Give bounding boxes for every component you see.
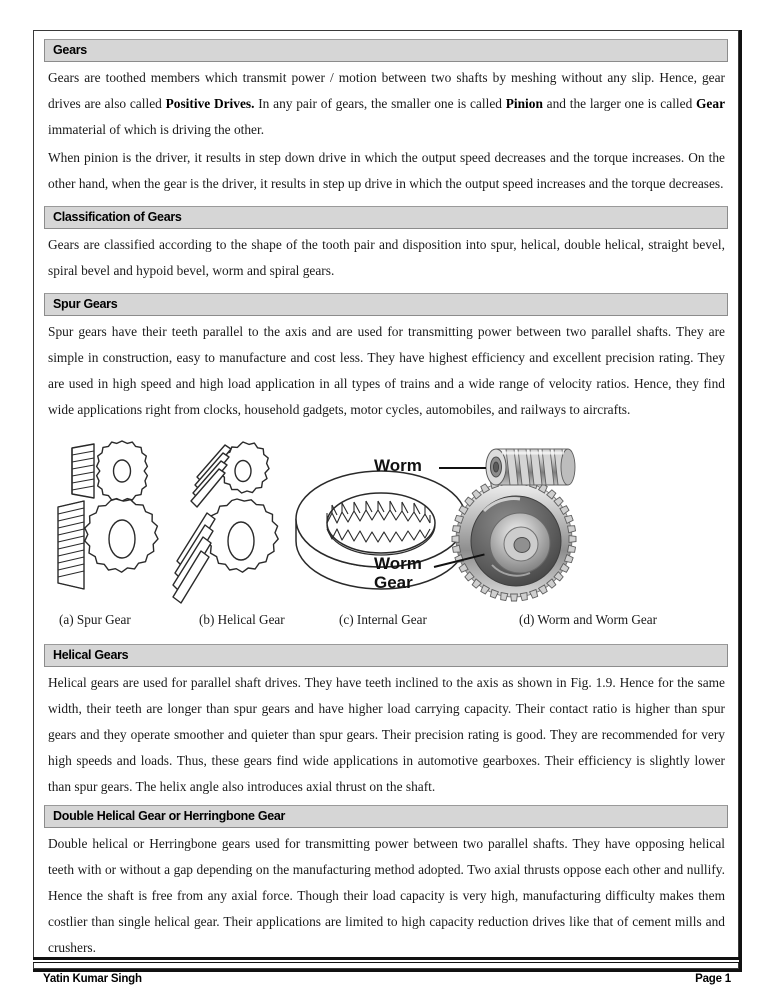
section-heading-helical-gears: Helical Gears <box>44 644 728 667</box>
paragraph-spur-gears: Spur gears have their teeth parallel to the axis and are used for transmitting power between two parallel shafts. They are simple in construction, easy to manufacture and cost less. They have highest efficiency and excellent precision rating. They are used in high speed and high load application in all types of trains and a wide range of velocity ratios. Hence, they find wide applications right from clocks, household gadgets, motor cycles, automobiles, and railways to aircrafts. <box>48 324 725 417</box>
footer-page-number: Page 1 <box>695 973 731 985</box>
helical-gear-pair-drawing <box>169 435 287 607</box>
footer-author: Yatin Kumar Singh <box>43 973 142 985</box>
text-run: and the larger one is called <box>542 96 697 111</box>
section-heading-spur-gears: Spur Gears <box>44 293 728 316</box>
text-run-bold: Gear <box>696 96 726 111</box>
worm-leader-line <box>439 467 486 469</box>
section-heading-classification-of-gears: Classification of Gears <box>44 206 728 229</box>
worm-label: Worm <box>374 456 422 475</box>
page-content <box>34 31 738 968</box>
section-heading-gears: Gears <box>44 39 728 62</box>
page-footer <box>33 968 739 990</box>
caption-internal-gear: (c) Internal Gear <box>339 612 427 627</box>
paragraph-gears-1 <box>44 65 728 143</box>
paragraph-helical-gears: Helical gears are used for parallel shaft drives. They have teeth inclined to the axis as shown in Fig. 1.9. Hence for the same width, their teeth are longer than spur gears and have higher load carrying capacity. Their contact ratio is higher than spur gears and they operate smoother and quieter than spur gears. Their precision rating is good. They are recommended for very high speeds and loads. Thus, these gears find wide applications in automotive gearboxes. Their efficiency is slightly lower than spur gears. The helix angle also introduces axial thrust on the shaft. <box>48 675 725 794</box>
spur-gear-pair-svg <box>54 435 166 607</box>
gear-figure-strip <box>44 435 728 610</box>
paragraph-double-helical-gears: Double helical or Herringbone gears used for transmitting power between two parallel shafts. They have opposing helical teeth with or without a gap depending on the manufacturing method adopted. Two axial thrusts oppose each other and nullify. Hence the shaft is free from any axial force. Though their load capacity is very high, manufacturing difficulty makes them costlier than single helical gear. Their applications are limited to high capacity reduction drives like that of cement mills and crushers. <box>48 836 725 955</box>
text-run: In any pair of gears, the smaller one is called <box>254 96 506 111</box>
text-run-bold: Pinion <box>505 96 543 111</box>
caption-spur-gear: (a) Spur Gear <box>59 612 131 627</box>
footer-rule-thin <box>33 962 739 963</box>
paragraph-classification: Gears are classified according to the shape of the tooth pair and disposition into spur, helical, double helical, straight bevel, spiral bevel and hypoid bevel, worm and spiral gears. <box>48 237 725 278</box>
section-heading-double-helical-gear: Double Helical Gear or Herringbone Gear <box>44 805 728 828</box>
caption-worm-and-worm-gear: (d) Worm and Worm Gear <box>519 612 658 627</box>
paragraph-gears-2: When pinion is the driver, it results in step down drive in which the output speed decreases and the torque increases. On the other hand, when the gear is the driver, it results in step up drive in which the output speed increases and the torque decreases. <box>48 150 725 191</box>
worm-and-worm-gear-photo <box>374 435 606 607</box>
worm-gear-photo-canvas <box>374 435 606 607</box>
text-run-bold: Positive Drives. <box>165 96 255 111</box>
figure-captions <box>44 612 728 638</box>
footer-divider <box>33 957 739 963</box>
spur-gear-pair-drawing <box>54 435 166 607</box>
caption-helical-gear: (b) Helical Gear <box>199 612 285 627</box>
worm-gear-label-line1: Worm <box>374 554 422 573</box>
text-run: Gears are toothed members which transmit power / motion between two shafts by meshing without any slip. Hence, gear drives are also called <box>48 70 725 111</box>
page-frame <box>33 30 739 969</box>
helical-gear-pair-svg <box>169 435 287 607</box>
text-run: immaterial of which is driving the other. <box>48 122 265 137</box>
worm-gear-label-line2: Gear <box>374 573 413 592</box>
